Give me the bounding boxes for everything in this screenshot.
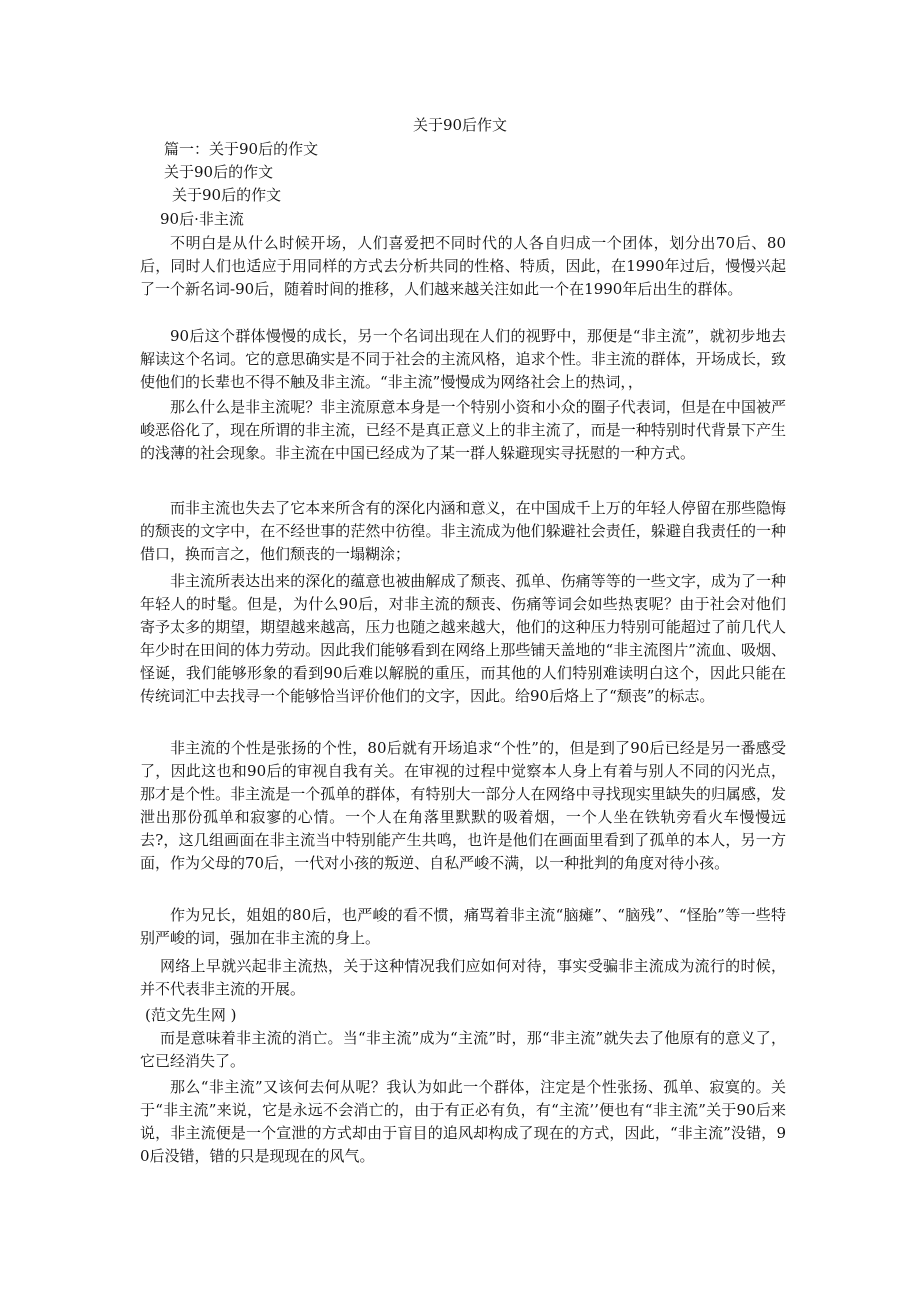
section-heading-1: 篇一：关于90后的作文 xyxy=(164,140,319,158)
section-heading-2: 关于90后的作文 xyxy=(164,163,274,181)
paragraph-2: 90后这个群体慢慢的成长，另一个名词出现在人们的视野中，那便是“非主流”，就初步地去解读这个名词。它的意思确实是不同于社会的主流风格，追求个性。非主流的群体，开场成长，致使他们的长辈也不得不触及非主流。“非主流”慢慢成为网络社会上的热词，， xyxy=(140,327,786,391)
paragraph-7: 作为兄长，姐姐的80后，也严峻的看不惯，痛骂着非主流“脑瘫”、“脑残”、“怪胎”等一些特别严峻的词，强加在非主流的身上。 xyxy=(140,906,786,947)
paragraph-6: 非主流的个性是张扬的个性，80后就有开场追求“个性”的，但是到了90后已经是另一番感受了，因此这也和90后的审视自我有关。在审视的过程中觉察本人身上有着与别人不同的闪光点，那才是个性。非主流是一个孤单的群体，有特别大一部分人在网络中寻找现实里缺失的归属感，发泄出那份孤单和寂寥的心情。一个人在角落里默默的吸着烟，一个人坐在铁轨旁看火车慢慢远去?，这几组画面在非主流当中特别能产生共鸣，也许是他们在画面里看到了孤单的本人，另一方面，作为父母的70后，一代对小孩的叛逆、自私严峻不满，以一种批判的角度对待小孩。 xyxy=(140,739,786,872)
section-heading-4: 90后·非主流 xyxy=(160,210,244,228)
paragraph-8: 网络上早就兴起非主流热，关于这种情况我们应如何对待，事实受骗非主流成为流行的时候，并不代表非主流的开展。 xyxy=(140,957,786,998)
paragraph-9: (范文先生网 ) xyxy=(145,1006,237,1024)
paragraph-5: 非主流所表达出来的深化的蕴意也被曲解成了颓丧、孤单、伤痛等等的一些文字，成为了一种年轻人的时髦。但是，为什么90后，对非主流的颓丧、伤痛等词会如些热衷呢？由于社会对他们寄予太多的期望，期望越来越高，压力也随之越来越大，他们的这种压力特别可能超过了前几代人年少时在田间的体力劳动。因此我们能够看到在网络上那些铺天盖地的“非主流图片”流血、吸烟、怪诞，我们能够形象的看到90后难以解脱的重压，而其他的人们特别难读明白这个，因此只能在传统词汇中去找寻一个能够恰当评价他们的文字，因此。给90后烙上了“颓丧”的标志。 xyxy=(140,572,786,705)
paragraph-11: 那么“非主流”又该何去何从呢？我认为如此一个群体，注定是个性张扬、孤单、寂寞的。关于“非主流”来说，它是永远不会消亡的，由于有正必有负，有“主流’’便也有“非主流”关于90后来说，非主流便是一个宣泄的方式却由于盲目的追风却构成了现在的方式，因此，“非主流”没错，90后没错，错的只是现现在的风气。 xyxy=(140,1078,786,1165)
paragraph-1: 不明白是从什么时候开场，人们喜爱把不同时代的人各自归成一个团体，划分出70后、80后，同时人们也适应于用同样的方式去分析共同的性格、特质，因此，在1990年过后，慢慢兴起了一个新名词-90后，随着时间的推移，人们越来越关注如此一个在1990年后出生的群体。 xyxy=(140,234,786,298)
section-heading-3: 关于90后的作文 xyxy=(172,186,282,204)
document-title: 关于90后作文 xyxy=(412,116,508,134)
paragraph-10: 而是意味着非主流的消亡。当“非主流”成为“主流”时，那“非主流”就失去了他原有的意义了，它已经消失了。 xyxy=(140,1029,786,1070)
paragraph-3: 那么什么是非主流呢？非主流原意本身是一个特别小资和小众的圈子代表词，但是在中国被严峻恶俗化了，现在所谓的非主流，已经不是真正意义上的非主流了，而是一种特别时代背景下产生的浅薄的社会现象。非主流在中国已经成为了某一群人躲避现实寻抚慰的一种方式。 xyxy=(140,398,786,462)
paragraph-4: 而非主流也失去了它本来所含有的深化内涵和意义，在中国成千上万的年轻人停留在那些隐悔的颓丧的文字中，在不经世事的茫然中彷徨。非主流成为他们躲避社会责任，躲避自我责任的一种借口，换而言之，他们颓丧的一塌糊涂； xyxy=(140,499,786,563)
